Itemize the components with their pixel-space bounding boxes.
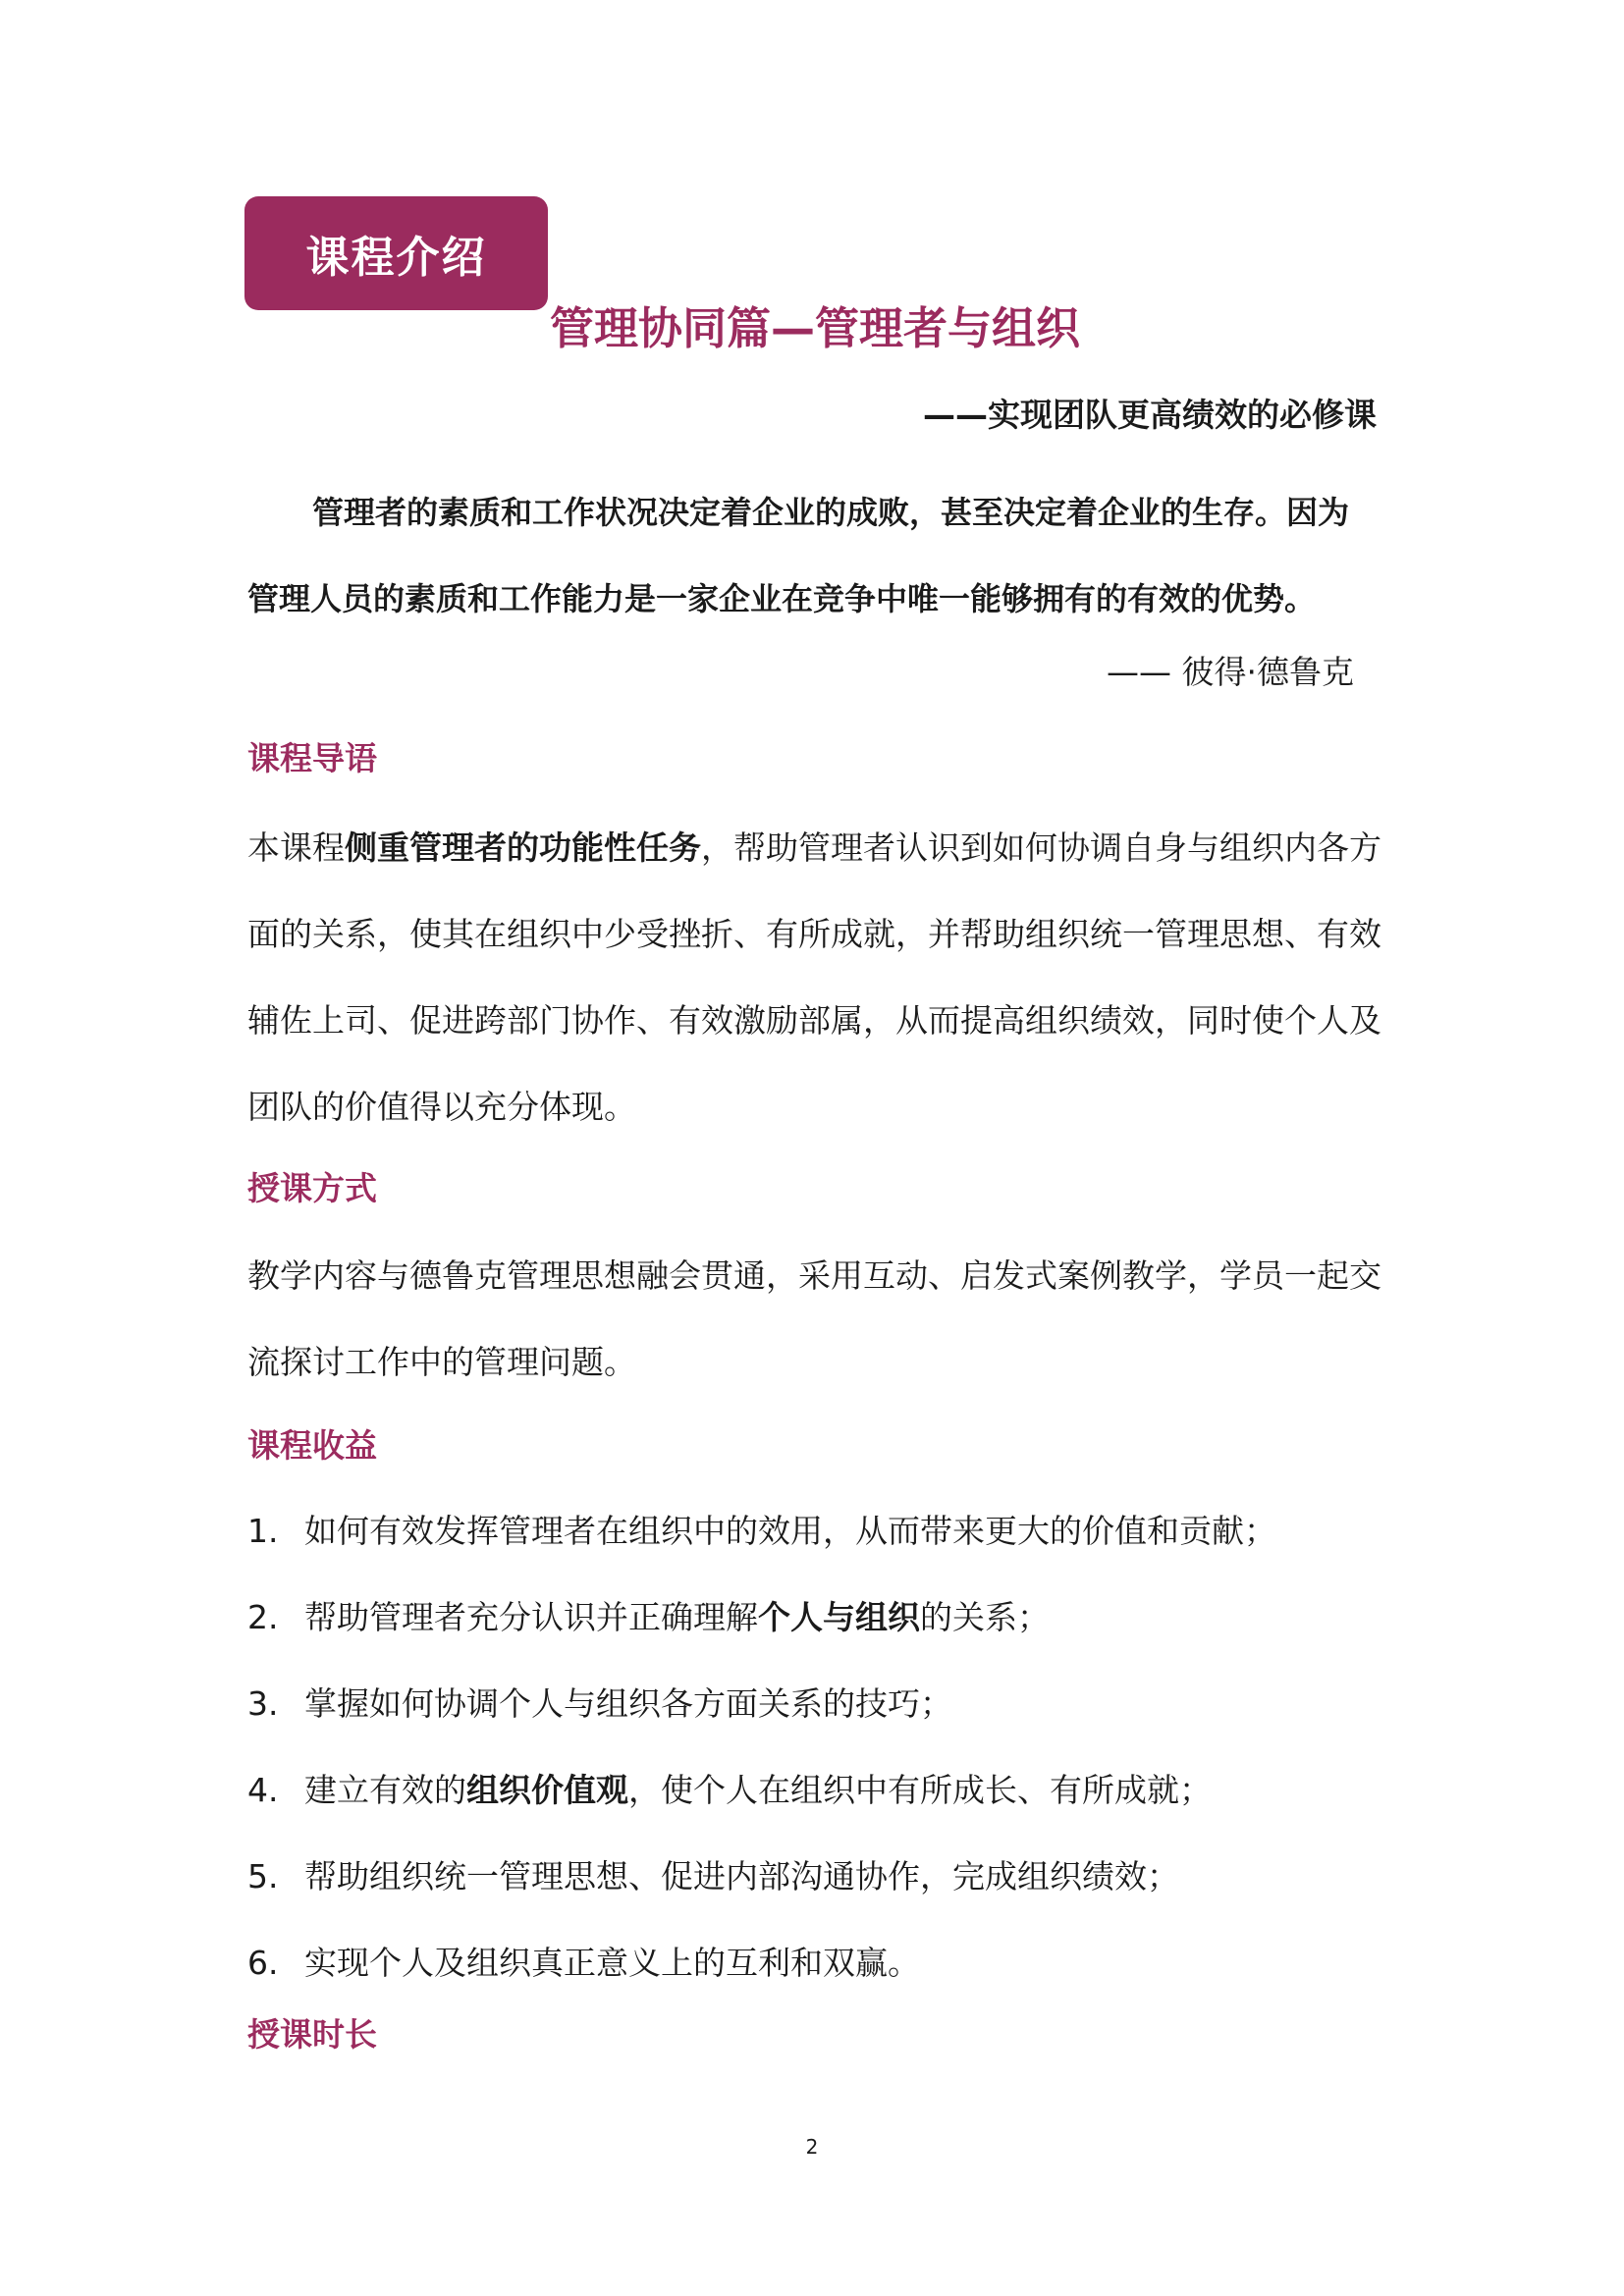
benefits-list — [247, 1488, 1406, 2006]
list-text-suffix: ，使个人在组织中有所成长、有所成就； — [628, 1771, 1212, 1809]
list-text-suffix: 的关系； — [920, 1598, 1050, 1636]
intro-line — [247, 805, 1406, 891]
course-title: 管理协同篇—管理者与组织 — [550, 302, 1081, 354]
list-text-prefix: 帮助管理者充分认识并正确理解 — [304, 1598, 758, 1636]
intro-heading: 课程导语 — [247, 739, 377, 777]
list-number: 3. — [247, 1684, 279, 1723]
page-number: 2 — [805, 2135, 819, 2159]
quote-author: —— 彼得·德鲁克 — [1107, 653, 1354, 691]
intro-line: 辅佐上司、促进跨部门协作、有效激励部属，从而提高组织绩效，同时使个人及 — [247, 1001, 1381, 1040]
list-text-bold: 个人与组织 — [758, 1598, 920, 1636]
list-text: 如何有效发挥管理者在组织中的效用，从而带来更大的价值和贡献； — [304, 1512, 1276, 1550]
list-item — [247, 1920, 1406, 2006]
list-number: 1. — [247, 1512, 279, 1550]
course-subtitle: ——实现团队更高绩效的必修课 — [923, 396, 1377, 434]
list-item — [247, 1575, 1406, 1661]
section-tag-label: 课程介绍 — [305, 233, 487, 283]
duration-heading: 授课时长 — [247, 2015, 377, 2054]
intro-line: 面的关系，使其在组织中少受挫折、有所成就，并帮助组织统一管理思想、有效 — [247, 915, 1381, 953]
method-heading: 授课方式 — [247, 1169, 377, 1207]
intro-line1-suffix: ，帮助管理者认识到如何协调自身与组织内各方 — [701, 828, 1381, 867]
list-item — [247, 1661, 1406, 1747]
drucker-quote — [247, 469, 1386, 642]
list-item — [247, 1747, 1406, 1834]
intro-paragraph — [247, 805, 1406, 1150]
list-text: 实现个人及组织真正意义上的互利和双赢。 — [304, 1944, 920, 1982]
intro-line1-bold: 侧重管理者的功能性任务 — [345, 828, 701, 867]
quote-line: 管理者的素质和工作状况决定着企业的成败，甚至决定着企业的生存。因为 — [312, 494, 1350, 531]
method-line: 流探讨工作中的管理问题。 — [247, 1343, 636, 1381]
list-text-prefix: 建立有效的 — [304, 1771, 466, 1809]
list-number: 6. — [247, 1944, 279, 1982]
list-number: 2. — [247, 1598, 279, 1636]
list-text: 帮助组织统一管理思想、促进内部沟通协作，完成组织绩效； — [304, 1857, 1179, 1896]
list-text-bold: 组织价值观 — [466, 1771, 628, 1809]
list-item — [247, 1834, 1406, 1920]
list-text: 掌握如何协调个人与组织各方面关系的技巧； — [304, 1684, 952, 1723]
list-item — [247, 1488, 1406, 1575]
method-paragraph — [247, 1233, 1406, 1406]
section-tag — [244, 196, 548, 310]
intro-line: 团队的价值得以充分体现。 — [247, 1088, 636, 1126]
quote-line: 管理人员的素质和工作能力是一家企业在竞争中唯一能够拥有的有效的优势。 — [247, 580, 1317, 617]
list-number: 4. — [247, 1771, 279, 1809]
method-line: 教学内容与德鲁克管理思想融会贯通，采用互动、启发式案例教学，学员一起交 — [247, 1256, 1381, 1295]
intro-line1-prefix: 本课程 — [247, 828, 345, 867]
list-number: 5. — [247, 1857, 279, 1896]
benefits-heading: 课程收益 — [247, 1426, 377, 1465]
